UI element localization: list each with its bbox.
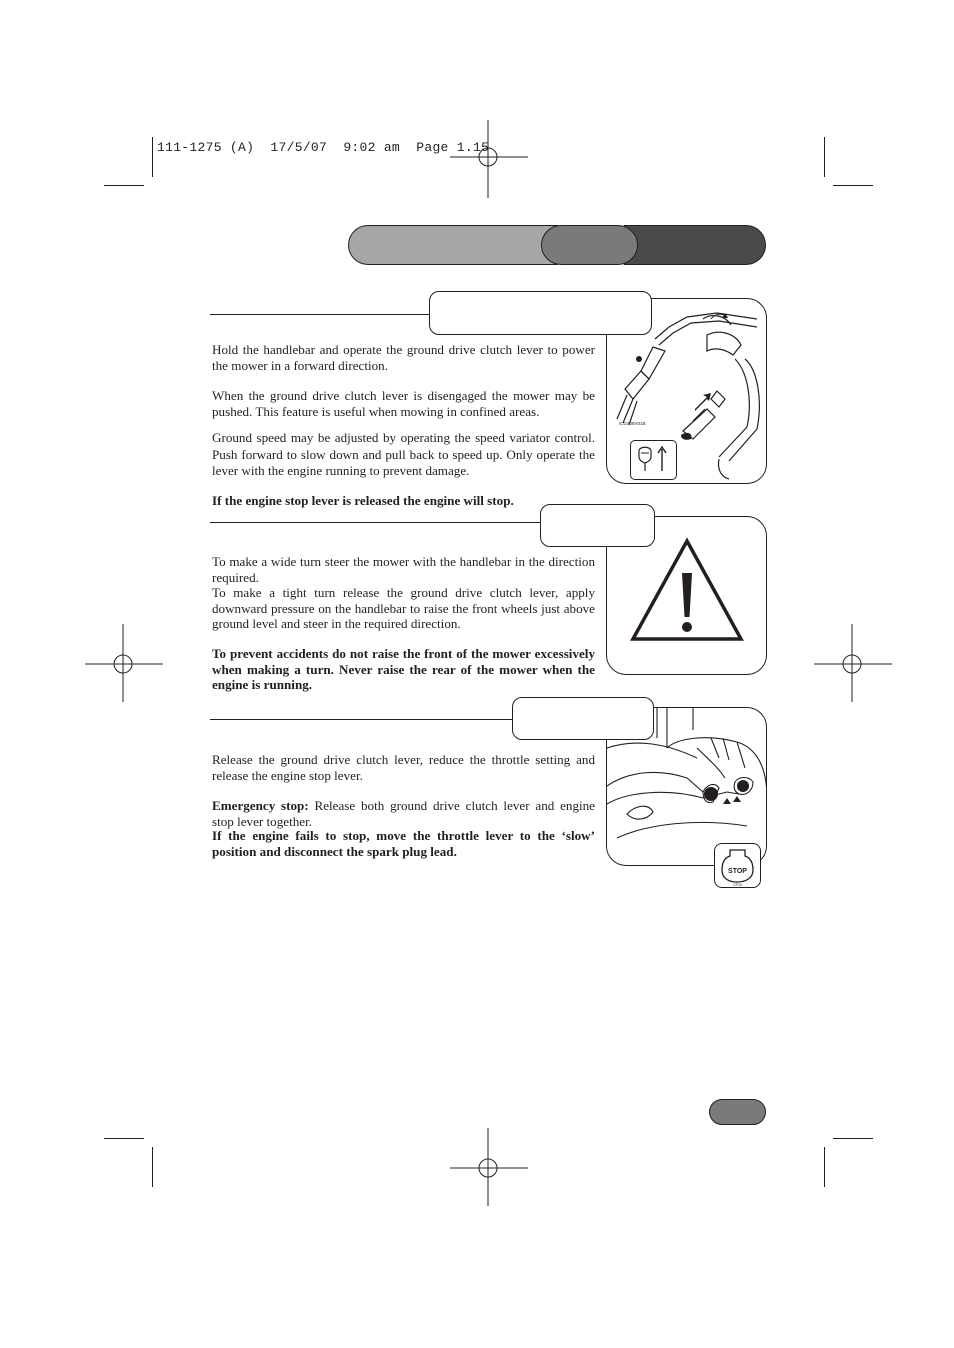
registration-mark-bottom xyxy=(450,1128,528,1206)
heading-box-turning xyxy=(540,504,655,547)
turning-paragraph-1: To make a wide turn steer the mower with the handlebar in the direction required. xyxy=(212,554,595,585)
turning-warning-text: To prevent accidents do not raise the front of the mower excessively when making a turn. Never raise the rear of the mower when the engine is running. xyxy=(212,646,595,692)
stop-symbol-icon xyxy=(714,843,761,888)
stop-bold-note: If the engine fails to stop, move the throttle lever to the ‘slow’ position and disconnect the spark plug lead. xyxy=(212,828,595,859)
page-number-tab xyxy=(709,1099,766,1125)
header-tab-dark xyxy=(624,225,766,265)
emergency-stop-text: Release both ground drive clutch lever and engine stop lever together. xyxy=(212,798,595,829)
section-rule-turning xyxy=(210,522,542,523)
heading-box-drive xyxy=(429,291,652,335)
heading-box-stop xyxy=(512,697,654,740)
header-tab-light xyxy=(348,225,558,265)
registration-mark-right xyxy=(814,624,892,702)
stop-paragraph-1: Release the ground drive clutch lever, reduce the throttle setting and release the engine stop lever. xyxy=(212,752,595,783)
stop-figure-code: CP15 xyxy=(733,883,742,887)
print-slug: 111-1275 (A) 17/5/07 9:02 am Page 1.15 xyxy=(157,140,490,155)
turning-paragraph-2: To make a tight turn release the ground drive clutch lever, apply downward pressure on the handlebar to raise the front wheels just above ground level and steer in the required direction. xyxy=(212,585,595,631)
drive-paragraph-3: Ground speed may be adjusted by operating the speed variator control. Push forward to slow down and pull back to speed up. Only operate the lever with the engine running to prevent damage. xyxy=(212,430,595,478)
figure-code: ICG408V01B xyxy=(619,421,646,426)
emergency-stop-label: Emergency stop: xyxy=(212,798,309,813)
drive-paragraph-2: When the ground drive clutch lever is disengaged the mower may be pushed. This feature is useful when mowing in confined areas. xyxy=(212,388,595,419)
drive-symbol-icon xyxy=(630,440,677,480)
registration-mark-top xyxy=(450,120,528,198)
section-rule-drive xyxy=(210,314,432,315)
drive-bold-note: If the engine stop lever is released the engine will stop. xyxy=(212,493,514,508)
emergency-stop-paragraph xyxy=(212,798,595,829)
registration-mark-left xyxy=(85,624,163,702)
stop-symbol-label: STOP xyxy=(728,868,747,875)
header-tab-mid xyxy=(541,225,638,265)
drive-paragraph-1: Hold the handlebar and operate the ground drive clutch lever to power the mower in a forward direction. xyxy=(212,342,595,373)
section-rule-stop xyxy=(210,719,515,720)
